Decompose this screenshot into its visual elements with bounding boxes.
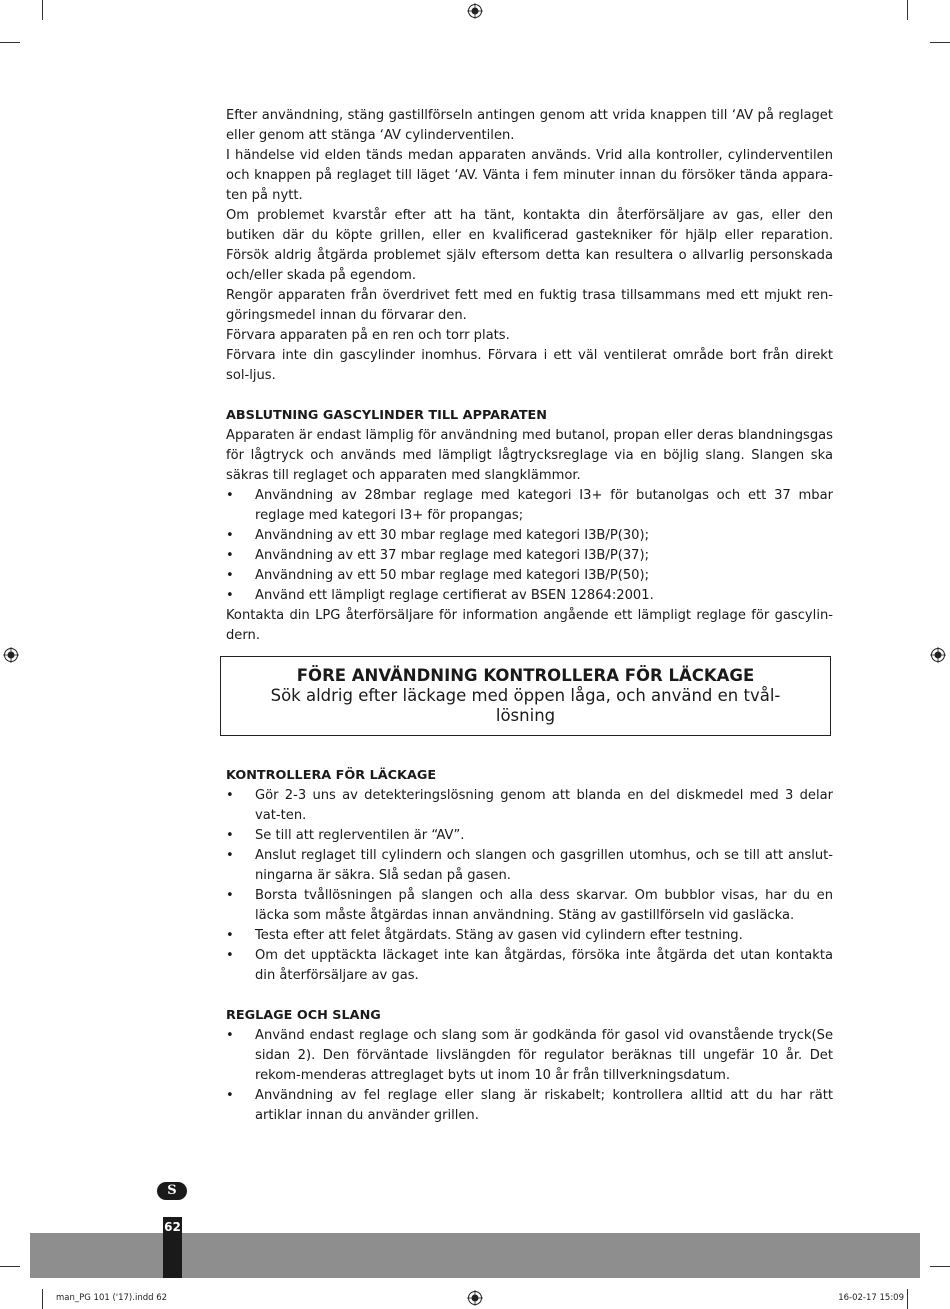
- date-slug: 16-02-17 15:09: [838, 1293, 904, 1303]
- language-badge: S: [157, 1182, 187, 1200]
- registration-mark-icon: [930, 647, 946, 663]
- intro-paragraph: Efter användning, stäng gastillförseln antingen genom att vrida knappen till ‘AV på reglaget eller genom att stänga ‘AV cylinderventilen.: [226, 108, 833, 143]
- registration-mark-icon: [3, 647, 19, 663]
- intro-paragraph: Förvara apparaten på en ren och torr plats.: [226, 328, 510, 343]
- list-item: • Användning av fel reglage eller slang är riskabelt; kontrollera alltid att du har rätt artiklar innan du använder grillen.: [226, 1086, 833, 1126]
- list-item: • Använd endast reglage och slang som är godkända för gasol vid ovanstående tryck(Se sidan 2). Den förväntade livslängden för regulator beräknas till ungefär 10 år. Det rekom-menderas attreglaget byts ut inom 10 år från tillverkningsdatum.: [226, 1026, 833, 1086]
- list-item: • Användning av ett 50 mbar reglage med kategori I3B/P(50);: [226, 566, 833, 586]
- main-content: [226, 106, 833, 1126]
- leak-check-section: [226, 766, 833, 986]
- warning-title: FÖRE ANVÄNDNING KONTROLLERA FÖR LÄCKAGE: [296, 666, 755, 685]
- list-item: • Testa efter att felet åtgärdats. Stäng av gasen vid cylindern efter testning.: [226, 926, 833, 946]
- intro-paragraph: Rengör apparaten från överdrivet fett med en fuktig trasa tillsammans med ett mjukt ren-göringsmedel innan du förvarar den.: [226, 288, 833, 323]
- page-number: 62: [163, 1217, 182, 1278]
- crop-mark: [907, 0, 908, 20]
- warning-subtitle: Sök aldrig efter läckage med öppen låga, och använd en tvål-lösning: [270, 686, 781, 725]
- list-item: • Se till att reglerventilen är “AV”.: [226, 826, 833, 846]
- section-heading: ABSLUTNING GASCYLINDER TILL APPARATEN: [226, 408, 548, 423]
- crop-mark: [42, 0, 43, 20]
- connection-section: [226, 406, 833, 646]
- crop-mark: [907, 1289, 908, 1309]
- list-item: • Användning av ett 37 mbar reglage med kategori I3B/P(37);: [226, 546, 833, 566]
- section-heading: REGLAGE OCH SLANG: [226, 1008, 381, 1023]
- bullet-list: [226, 1026, 833, 1126]
- registration-mark-icon: [467, 3, 483, 19]
- bullet-list: [226, 786, 833, 986]
- list-item: • Gör 2-3 uns av detekteringslösning genom att blanda en del diskmedel med 3 delar vat-ten.: [226, 786, 833, 826]
- list-item: • Anslut reglaget till cylindern och slangen och gasgrillen utomhus, och se till att anslut-ningarna är säkra. Slå sedan på gasen.: [226, 846, 833, 886]
- crop-mark: [930, 42, 950, 43]
- crop-mark: [0, 1266, 20, 1267]
- intro-paragraph: Förvara inte din gascylinder inomhus. Förvara i ett väl ventilerat område bort från direkt sol-ljus.: [226, 348, 833, 383]
- warning-box: [220, 656, 831, 736]
- list-item: • Borsta tvållösningen på slangen och alla dess skarvar. Om bubblor visas, har du en läcka som måste åtgärdas innan användning. Stäng av gastillförseln vid gasläcka.: [226, 886, 833, 926]
- section-text: Apparaten är endast lämplig för användning med butanol, propan eller deras blandningsgas för lågtryck och används med lämpligt lågtrycksreglage via en böjlig slang. Slangen ska säkras till reglaget och apparaten med slangklämmor.: [226, 428, 833, 483]
- list-item: • Användning av 28mbar reglage med kategori I3+ för butanolgas och ett 37 mbar reglage med kategori I3+ för propangas;: [226, 486, 833, 526]
- registration-mark-icon: [467, 1290, 483, 1306]
- intro-paragraph: Om problemet kvarstår efter att ha tänt, kontakta din återförsäljare av gas, eller den butiken där du köpte grillen, eller en kvalificerad gastekniker för hjälp eller reparation. Försök aldrig åtgärda problemet själv eftersom detta kan resultera o allvarlig personskada och/eller skada på egendom.: [226, 208, 833, 283]
- intro-section: [226, 106, 833, 386]
- list-item: • Använd ett lämpligt reglage certifierat av BSEN 12864:2001.: [226, 586, 833, 606]
- crop-mark: [930, 1266, 950, 1267]
- crop-mark: [0, 42, 20, 43]
- crop-mark: [42, 1289, 43, 1309]
- section-heading: KONTROLLERA FÖR LÄCKAGE: [226, 768, 437, 783]
- intro-paragraph: I händelse vid elden tänds medan apparaten används. Vrid alla kontroller, cylinderventilen och knappen på reglaget till läget ‘AV. Vänta i fem minuter innan du försöker tända appara-ten på nytt.: [226, 148, 833, 203]
- section-closing: Kontakta din LPG återförsäljare för information angående ett lämpligt reglage för gascylin-dern.: [226, 608, 833, 643]
- file-slug: man_PG 101 ('17).indd 62: [56, 1293, 168, 1303]
- regulator-section: [226, 1006, 833, 1126]
- bullet-list: [226, 486, 833, 606]
- list-item: • Användning av ett 30 mbar reglage med kategori I3B/P(30);: [226, 526, 833, 546]
- list-item: • Om det upptäckta läckaget inte kan åtgärdas, försöka inte åtgärda det utan kontakta din återförsäljare av gas.: [226, 946, 833, 986]
